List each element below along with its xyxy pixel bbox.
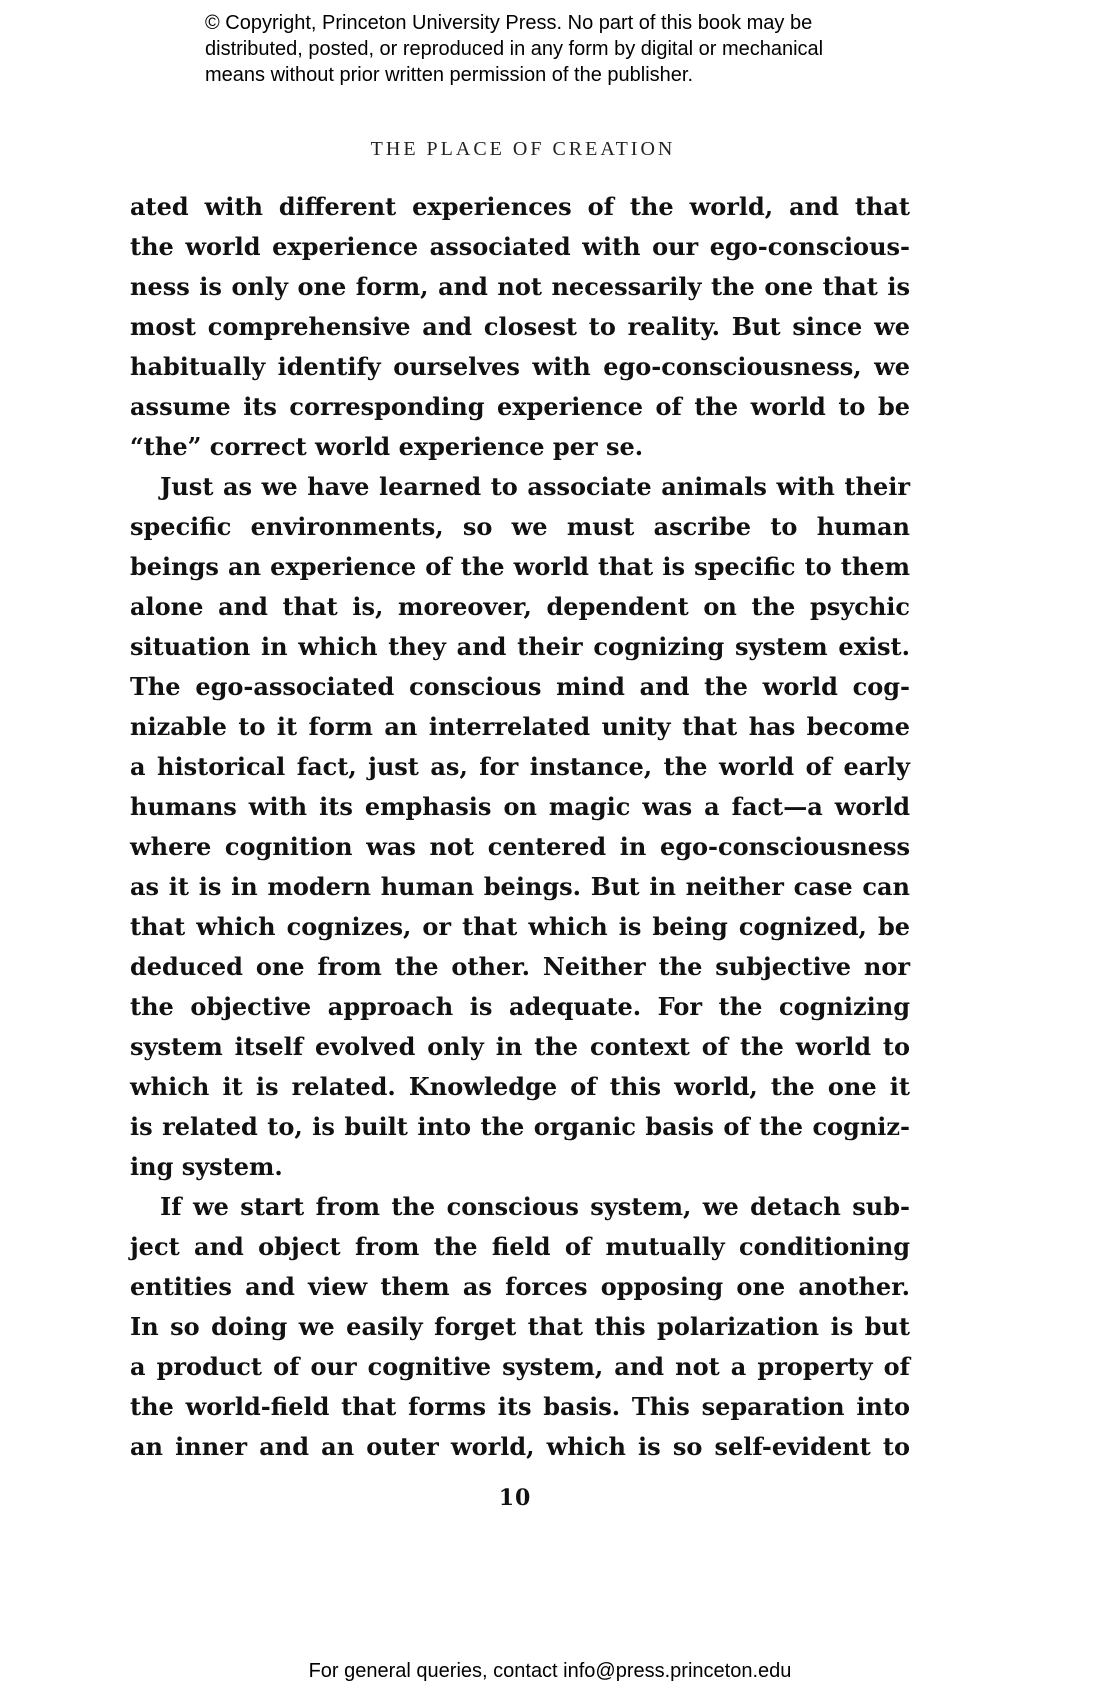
text-line: habitually identify ourselves with ego-consciousness, we xyxy=(130,352,910,381)
paragraph xyxy=(130,467,910,1187)
text-line: entities and view them as forces opposing one another. xyxy=(130,1272,910,1301)
text-line: Just as we have learned to associate animals with their xyxy=(160,472,910,501)
copyright-line: means without prior written permission of the publisher. xyxy=(205,64,694,86)
text-line: specific environments, so we must ascribe to human xyxy=(130,512,910,541)
text-line: ject and object from the field of mutually conditioning xyxy=(130,1232,910,1261)
text-line: humans with its emphasis on magic was a fact—a world xyxy=(130,792,910,821)
copyright-notice xyxy=(205,10,925,88)
text-line: If we start from the conscious system, we detach sub- xyxy=(160,1192,910,1221)
text-line: deduced one from the other. Neither the subjective nor xyxy=(130,952,910,981)
paragraph xyxy=(130,1187,910,1467)
text-line: alone and that is, moreover, dependent on the psychic xyxy=(130,592,910,621)
text-line: beings an experience of the world that is specific to them xyxy=(130,552,910,581)
text-line: most comprehensive and closest to reality. But since we xyxy=(130,312,910,341)
text-line: which it is related. Knowledge of this world, the one it xyxy=(130,1072,910,1101)
copyright-line: © Copyright, Princeton University Press. No part of this book may be xyxy=(205,12,813,34)
paragraph xyxy=(130,187,910,467)
text-line: a historical fact, just as, for instance, the world of early xyxy=(130,752,910,781)
text-line: is related to, is built into the organic basis of the cogniz- xyxy=(130,1112,910,1141)
body-text xyxy=(130,187,910,1467)
text-line: where cognition was not centered in ego-consciousness xyxy=(130,832,910,861)
text-line: “the” correct world experience per se. xyxy=(130,432,644,461)
copyright-line: distributed, posted, or reproduced in any form by digital or mechanical xyxy=(205,38,824,60)
text-line: assume its corresponding experience of the world to be xyxy=(130,392,910,421)
text-line: In so doing we easily forget that this polarization is but xyxy=(130,1312,910,1341)
running-head: THE PLACE OF CREATION xyxy=(370,138,676,160)
text-line: as it is in modern human beings. But in neither case can xyxy=(130,872,910,901)
text-line: ated with different experiences of the world, and that xyxy=(130,192,910,221)
text-line: an inner and an outer world, which is so self-evident to xyxy=(130,1432,910,1461)
text-line: system itself evolved only in the context of the world to xyxy=(130,1032,910,1061)
text-line: the objective approach is adequate. For the cognizing xyxy=(130,992,910,1021)
text-line: ness is only one form, and not necessarily the one that is xyxy=(130,272,910,301)
text-line: nizable to it form an interrelated unity that has become xyxy=(130,712,910,741)
text-line: the world-field that forms its basis. This separation into xyxy=(130,1392,910,1421)
footer-contact: For general queries, contact info@press.princeton.edu xyxy=(308,1660,792,1682)
text-line: ing system. xyxy=(130,1152,283,1181)
text-line: situation in which they and their cognizing system exist. xyxy=(130,632,910,661)
text-line: The ego-associated conscious mind and the world cog- xyxy=(130,672,910,701)
text-line: that which cognizes, or that which is being cognized, be xyxy=(130,912,910,941)
text-line: the world experience associated with our ego-conscious- xyxy=(130,232,910,261)
page-number: 10 xyxy=(498,1485,532,1511)
text-line: a product of our cognitive system, and not a property of xyxy=(130,1352,910,1381)
